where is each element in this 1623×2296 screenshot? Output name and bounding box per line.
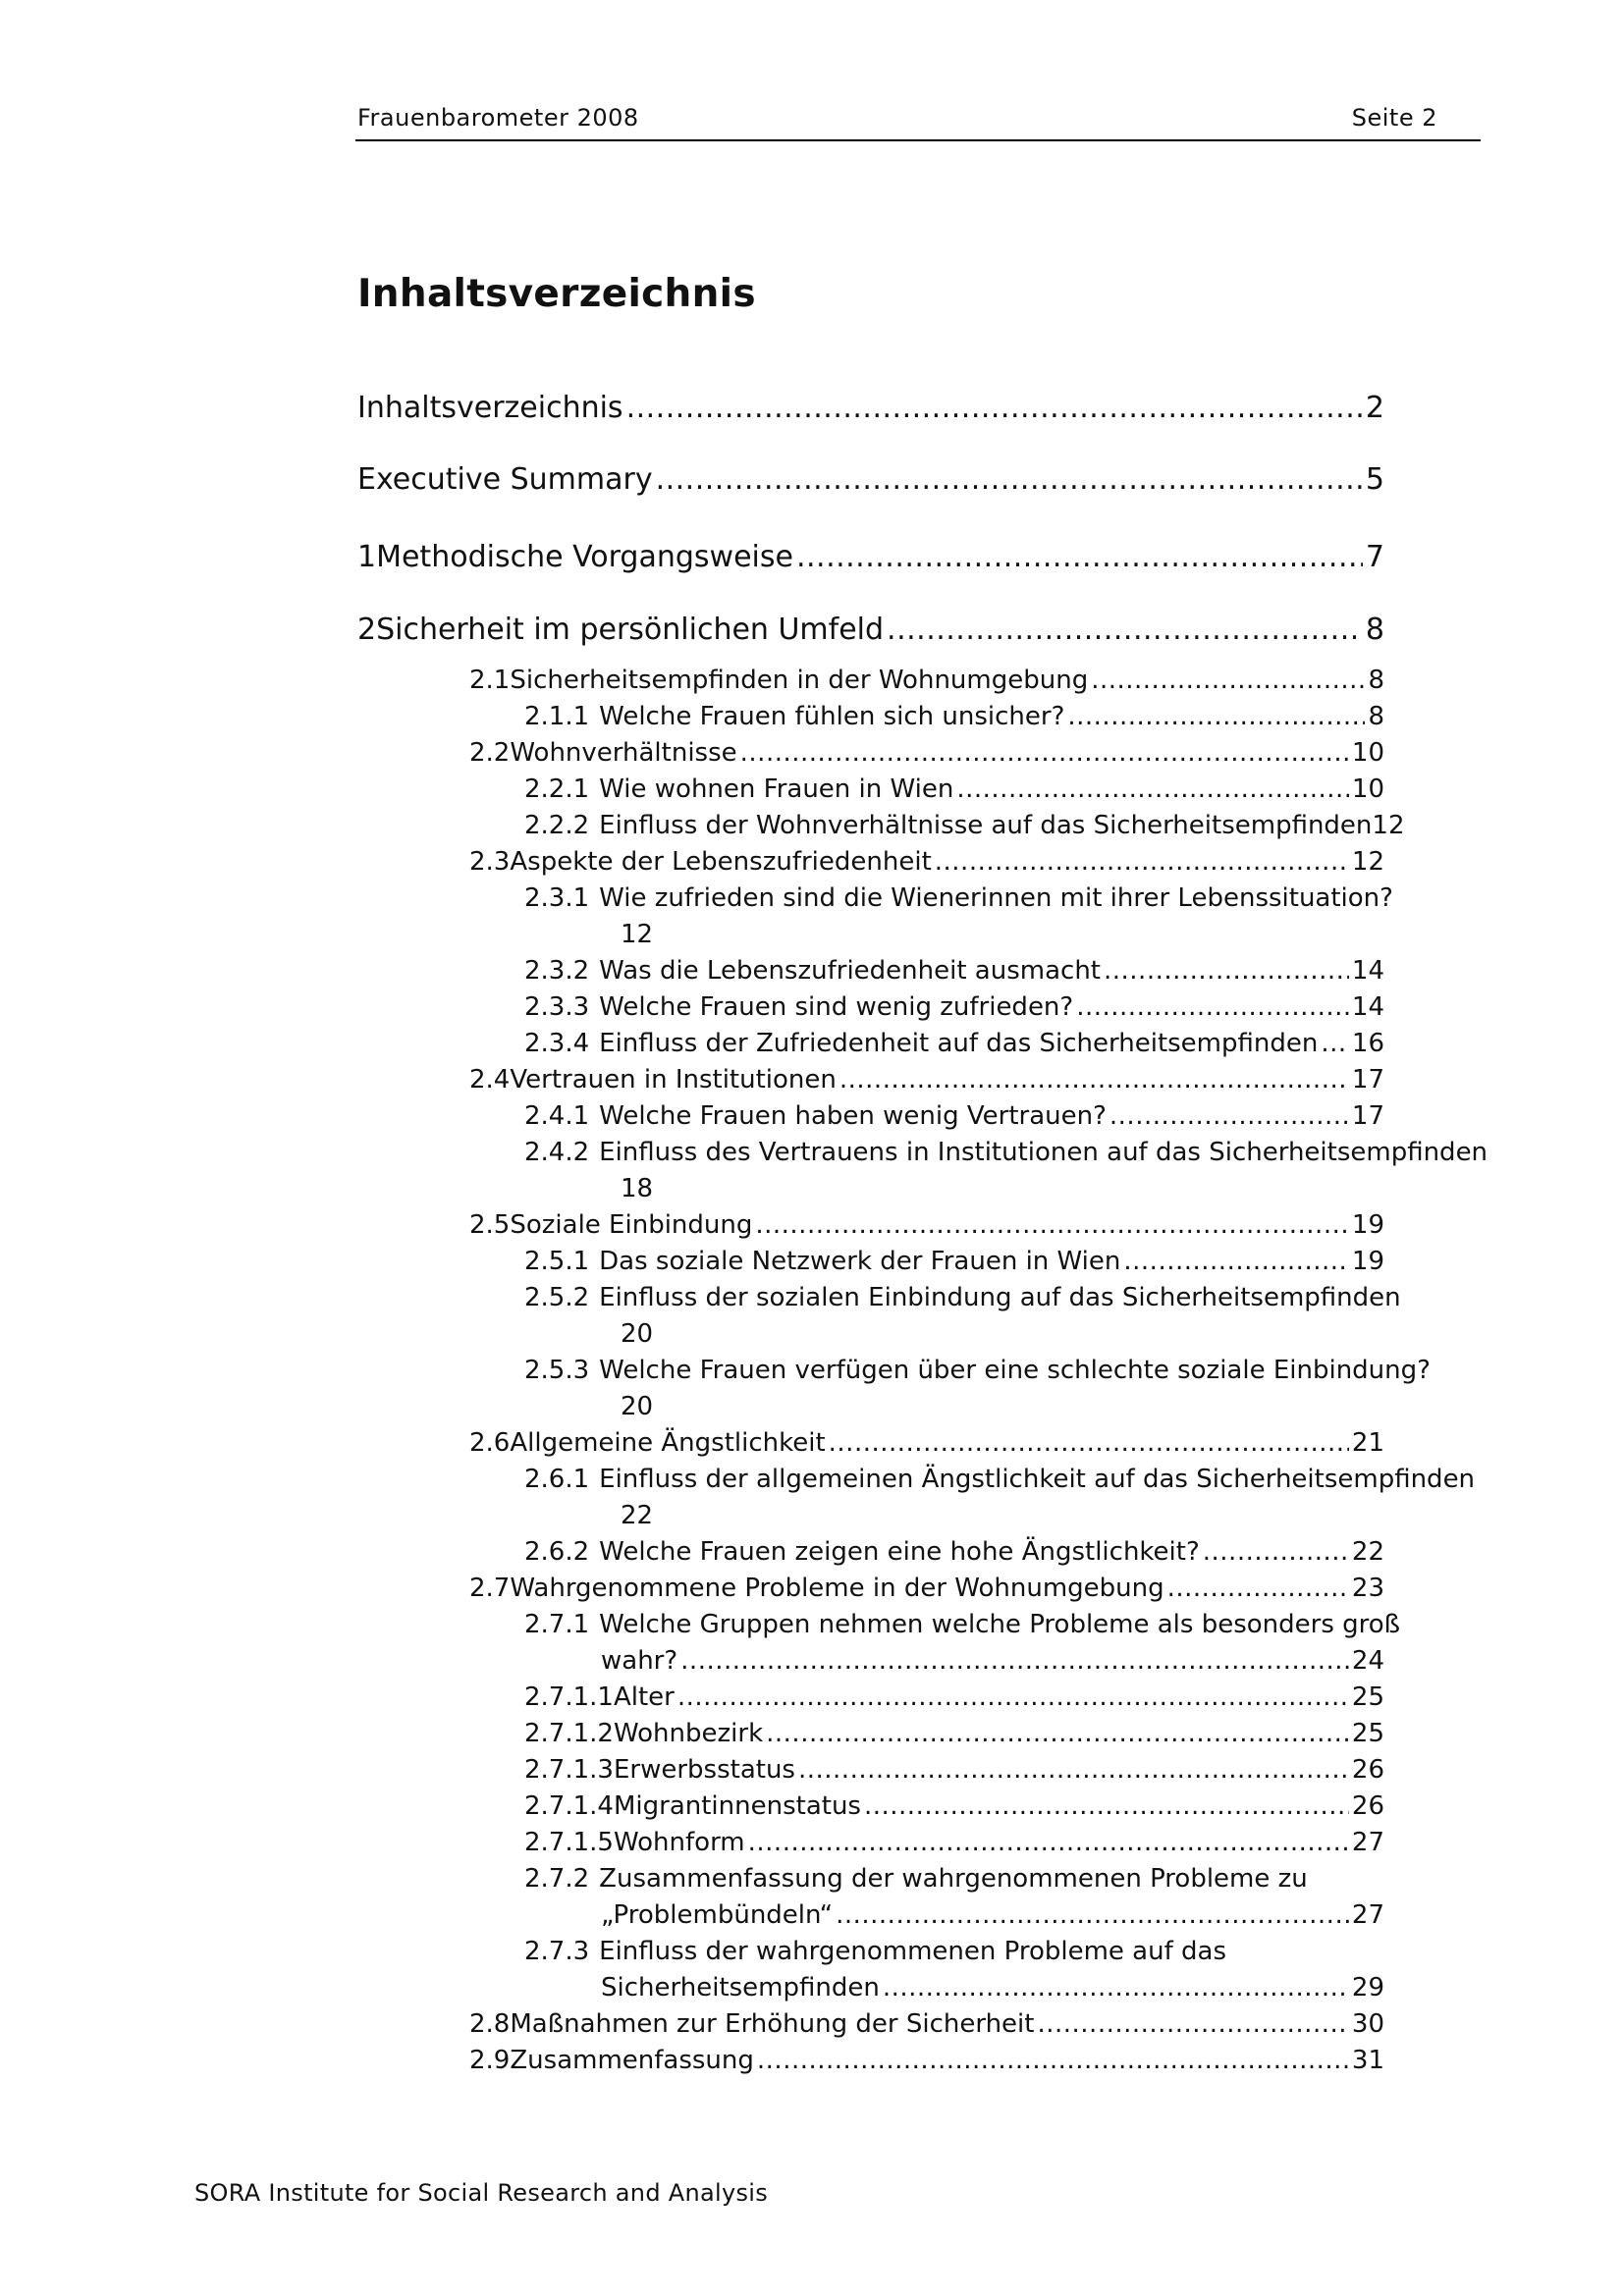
toc-number: 2.7 xyxy=(469,1574,511,1603)
toc-page-number: 25 xyxy=(1351,1682,1384,1712)
toc-number: 2.6.2 xyxy=(524,1537,590,1567)
toc-title: Wahrgenommene Probleme in der Wohnumgebung xyxy=(510,1574,1164,1603)
toc-title: Zusammenfassung xyxy=(510,2046,754,2075)
toc-title: Vertrauen in Institutionen xyxy=(510,1065,837,1095)
toc-leader-dots xyxy=(1109,1101,1349,1131)
toc-number: 2.7.1 xyxy=(524,1610,590,1639)
toc-number: 2.2.1 xyxy=(524,774,590,804)
toc-title: Einfluss der wahrgenommenen Probleme auf das xyxy=(599,1937,1226,1966)
toc-title: Einfluss der sozialen Einbindung auf das Sicherheitsempfinden xyxy=(599,1283,1401,1312)
toc-number: 2.1.1 xyxy=(524,702,590,731)
toc-number: 2.7.1.3 xyxy=(524,1755,614,1785)
toc-entry[interactable] xyxy=(469,738,1384,768)
toc-entry[interactable] xyxy=(524,956,1384,986)
toc-leader-dots xyxy=(829,1428,1349,1458)
toc-leader-dots xyxy=(1091,666,1365,695)
toc-title: Einfluss der Zufriedenheit auf das Sicherheitsempfinden xyxy=(599,1029,1319,1058)
toc-title: Maßnahmen zur Erhöhung der Sicherheit xyxy=(510,2009,1035,2039)
toc-title: Welche Frauen sind wenig zufrieden? xyxy=(599,992,1074,1022)
toc-leader-dots xyxy=(935,847,1349,877)
toc-entry[interactable] xyxy=(524,883,1473,913)
toc-page-number: 17 xyxy=(1351,1065,1384,1095)
toc-entry[interactable] xyxy=(524,1755,1384,1785)
toc-entry[interactable] xyxy=(524,1682,1384,1712)
toc-entry[interactable] xyxy=(524,774,1384,804)
toc-title: Executive Summary xyxy=(357,462,653,497)
toc-title: Zusammenfassung der wahrgenommenen Probleme zu xyxy=(599,1864,1308,1894)
toc-number: 2.4 xyxy=(469,1065,511,1095)
toc-title: Wohnbezirk xyxy=(613,1719,764,1748)
toc-title: Erwerbsstatus xyxy=(613,1755,795,1785)
toc-number: 2.3.3 xyxy=(524,992,590,1022)
toc-number: 2.3.4 xyxy=(524,1029,590,1058)
toc-leader-dots xyxy=(1203,1537,1349,1567)
toc-page-number: 23 xyxy=(1351,1574,1384,1603)
toc-leader-dots xyxy=(656,462,1363,497)
toc-page-number: 19 xyxy=(1351,1210,1384,1240)
toc-number: 2.2.2 xyxy=(524,811,590,840)
header-title: Frauenbarometer 2008 xyxy=(357,104,639,132)
toc-page-number: 25 xyxy=(1351,1719,1384,1748)
toc-page-number: 8 xyxy=(1368,666,1384,695)
toc-entry[interactable] xyxy=(469,2046,1384,2075)
toc-leader-dots xyxy=(1104,956,1349,986)
toc-page-number: 20 xyxy=(621,1392,654,1421)
toc-entry[interactable] xyxy=(524,1864,1384,1894)
page-title: Inhaltsverzeichnis xyxy=(357,272,756,316)
toc-page-number: 12 xyxy=(621,920,654,949)
toc-leader-dots xyxy=(740,738,1349,768)
toc-title: Was die Lebenszufriedenheit ausmacht xyxy=(599,956,1101,986)
toc-page-number: 12 xyxy=(1372,811,1405,840)
toc-title-continuation: „Problembündeln“ xyxy=(601,1900,834,1930)
toc-number: 2.2 xyxy=(469,738,511,768)
toc-leader-dots xyxy=(626,391,1363,425)
toc-entry[interactable] xyxy=(357,540,1384,574)
toc-title: Einfluss der allgemeinen Ängstlichkeit auf das Sicherheitsempfinden xyxy=(599,1465,1476,1494)
toc-entry-continuation xyxy=(601,1973,1384,2002)
toc-leader-dots xyxy=(887,613,1363,647)
toc-entry[interactable] xyxy=(524,1828,1384,1857)
toc-leader-dots xyxy=(1167,1574,1349,1603)
toc-page-number: 12 xyxy=(1351,847,1384,877)
toc-entry[interactable] xyxy=(524,1101,1384,1131)
toc-number: 2.7.1.1 xyxy=(524,1682,614,1712)
toc-number: 2.6 xyxy=(469,1428,511,1458)
toc-number: 2.8 xyxy=(469,2009,511,2039)
toc-page-number: 17 xyxy=(1351,1101,1384,1131)
toc-page-number: 26 xyxy=(1351,1791,1384,1821)
toc-leader-dots xyxy=(766,1719,1349,1748)
toc-leader-dots xyxy=(796,540,1363,574)
toc-page-number: 16 xyxy=(1351,1029,1384,1058)
toc-page-number: 18 xyxy=(621,1174,654,1203)
toc-leader-dots xyxy=(1067,702,1365,731)
toc-entry[interactable] xyxy=(357,613,1384,647)
toc-page-number: 26 xyxy=(1351,1755,1384,1785)
toc-leader-dots xyxy=(1123,1247,1349,1276)
toc-page-number: 22 xyxy=(1351,1537,1384,1567)
toc-title: Migrantinnenstatus xyxy=(613,1791,861,1821)
toc-title: Einfluss der Wohnverhältnisse auf das Sicherheitsempfinden xyxy=(599,811,1373,840)
toc-page-number: 22 xyxy=(621,1501,654,1530)
toc-number: 2.3.1 xyxy=(524,883,590,913)
toc-entry-continuation xyxy=(601,1646,1384,1676)
toc-title: Aspekte der Lebenszufriedenheit xyxy=(510,847,932,877)
toc-leader-dots xyxy=(1321,1029,1349,1058)
toc-entry[interactable] xyxy=(469,666,1384,695)
toc-title: Alter xyxy=(613,1682,675,1712)
toc-number: 2.3 xyxy=(469,847,511,877)
toc-number: 2.7.2 xyxy=(524,1864,590,1894)
toc-title: Welche Gruppen nehmen welche Probleme als besonders groß xyxy=(599,1610,1401,1639)
toc-entry[interactable] xyxy=(524,1247,1384,1276)
toc-entry[interactable] xyxy=(524,1029,1384,1058)
toc-leader-dots xyxy=(757,2046,1349,2075)
toc-entry[interactable] xyxy=(469,1574,1384,1603)
toc-title: Sicherheitsempfinden in der Wohnumgebung xyxy=(510,666,1089,695)
header-page-number: Seite 2 xyxy=(1351,104,1437,132)
toc-title: Wie wohnen Frauen in Wien xyxy=(599,774,954,804)
toc-title: Welche Frauen zeigen eine hohe Ängstlichkeit? xyxy=(599,1537,1200,1567)
toc-page-number: 30 xyxy=(1351,2009,1384,2039)
toc-number: 2.5.1 xyxy=(524,1247,590,1276)
toc-number: 2.1 xyxy=(469,666,511,695)
toc-page-number: 29 xyxy=(1351,1973,1384,2002)
toc-number: 2.6.1 xyxy=(524,1465,590,1494)
toc-page-number: 5 xyxy=(1365,462,1384,497)
toc-entry[interactable] xyxy=(469,1428,1384,1458)
toc-leader-dots xyxy=(839,1065,1349,1095)
toc-entry[interactable] xyxy=(524,811,1405,840)
toc-title: Welche Frauen fühlen sich unsicher? xyxy=(599,702,1065,731)
toc-title: Wie zufrieden sind die Wienerinnen mit ihrer Lebenssituation? xyxy=(599,883,1393,913)
toc-number: 2.5 xyxy=(469,1210,511,1240)
toc-number: 2.7.3 xyxy=(524,1937,590,1966)
toc-title: Das soziale Netzwerk der Frauen in Wien xyxy=(599,1247,1121,1276)
toc-number: 2.7.1.2 xyxy=(524,1719,614,1748)
toc-title: Methodische Vorgangsweise xyxy=(376,540,793,574)
toc-number: 2.4.2 xyxy=(524,1138,590,1167)
toc-page-number: 20 xyxy=(621,1319,654,1349)
toc-entry[interactable] xyxy=(524,1283,1473,1312)
toc-entry[interactable] xyxy=(524,1610,1401,1639)
toc-page-number: 27 xyxy=(1351,1828,1384,1857)
toc-leader-dots xyxy=(864,1791,1349,1821)
toc-page-number: 19 xyxy=(1351,1247,1384,1276)
toc-title: Inhaltsverzeichnis xyxy=(357,391,623,425)
toc-title: Wohnform xyxy=(613,1828,745,1857)
toc-entry-continuation xyxy=(601,1900,1384,1930)
toc-leader-dots xyxy=(748,1828,1349,1857)
toc-page-number: 24 xyxy=(1351,1646,1384,1676)
toc-entry[interactable] xyxy=(357,462,1384,497)
toc-entry[interactable] xyxy=(469,1210,1384,1240)
toc-number: 1 xyxy=(357,540,377,574)
page-footer: SORA Institute for Social Research and Analysis xyxy=(194,2179,769,2207)
toc-leader-dots xyxy=(755,1210,1349,1240)
toc-number: 2.5.3 xyxy=(524,1356,590,1385)
toc-title-continuation: Sicherheitsempfinden xyxy=(601,1973,880,2002)
toc-entry[interactable] xyxy=(469,1065,1384,1095)
toc-leader-dots xyxy=(883,1973,1349,2002)
toc-page-number: 2 xyxy=(1365,391,1384,425)
toc-page-number: 21 xyxy=(1351,1428,1384,1458)
toc-title: Soziale Einbindung xyxy=(510,1210,753,1240)
toc-number: 2 xyxy=(357,613,377,647)
toc-leader-dots xyxy=(798,1755,1349,1785)
toc-leader-dots xyxy=(1076,992,1349,1022)
toc-entry[interactable] xyxy=(357,391,1384,425)
toc-page-number: 8 xyxy=(1365,613,1384,647)
toc-number: 2.7.1.5 xyxy=(524,1828,614,1857)
toc-number: 2.9 xyxy=(469,2046,511,2075)
toc-entry[interactable] xyxy=(524,1537,1384,1567)
toc-entry[interactable] xyxy=(524,1937,1384,1966)
toc-page-number: 10 xyxy=(1351,738,1384,768)
toc-number: 2.4.1 xyxy=(524,1101,590,1131)
toc-page-number: 27 xyxy=(1351,1900,1384,1930)
toc-entry[interactable] xyxy=(524,702,1384,731)
toc-entry[interactable] xyxy=(469,2009,1384,2039)
toc-page-number: 8 xyxy=(1368,702,1384,731)
toc-entry[interactable] xyxy=(524,1356,1473,1385)
toc-page-number: 14 xyxy=(1351,992,1384,1022)
toc-title: Welche Frauen verfügen über eine schlechte soziale Einbindung? xyxy=(599,1356,1431,1385)
toc-title: Wohnverhältnisse xyxy=(510,738,737,768)
toc-title-continuation: wahr? xyxy=(601,1646,678,1676)
toc-entry[interactable] xyxy=(469,847,1384,877)
toc-page-number: 10 xyxy=(1351,774,1384,804)
toc-leader-dots xyxy=(680,1646,1349,1676)
toc-entry[interactable] xyxy=(524,1465,1476,1494)
toc-leader-dots xyxy=(956,774,1349,804)
toc-title: Sicherheit im persönlichen Umfeld xyxy=(376,613,885,647)
toc-page-number: 14 xyxy=(1351,956,1384,986)
toc-number: 2.7.1.4 xyxy=(524,1791,614,1821)
toc-page-number: 7 xyxy=(1365,540,1384,574)
toc-number: 2.5.2 xyxy=(524,1283,590,1312)
toc-title: Allgemeine Ängstlichkeit xyxy=(510,1428,826,1458)
toc-leader-dots xyxy=(836,1900,1349,1930)
toc-title: Einfluss des Vertrauens in Institutionen auf das Sicherheitsempfinden xyxy=(599,1138,1488,1167)
toc-page-number: 31 xyxy=(1351,2046,1384,2075)
toc-entry[interactable] xyxy=(524,1791,1384,1821)
toc-number: 2.3.2 xyxy=(524,956,590,986)
toc-entry[interactable] xyxy=(524,992,1384,1022)
toc-entry[interactable] xyxy=(524,1138,1488,1167)
toc-leader-dots xyxy=(1037,2009,1348,2039)
toc-entry[interactable] xyxy=(524,1719,1384,1748)
toc-title: Welche Frauen haben wenig Vertrauen? xyxy=(599,1101,1107,1131)
toc-leader-dots xyxy=(677,1682,1349,1712)
